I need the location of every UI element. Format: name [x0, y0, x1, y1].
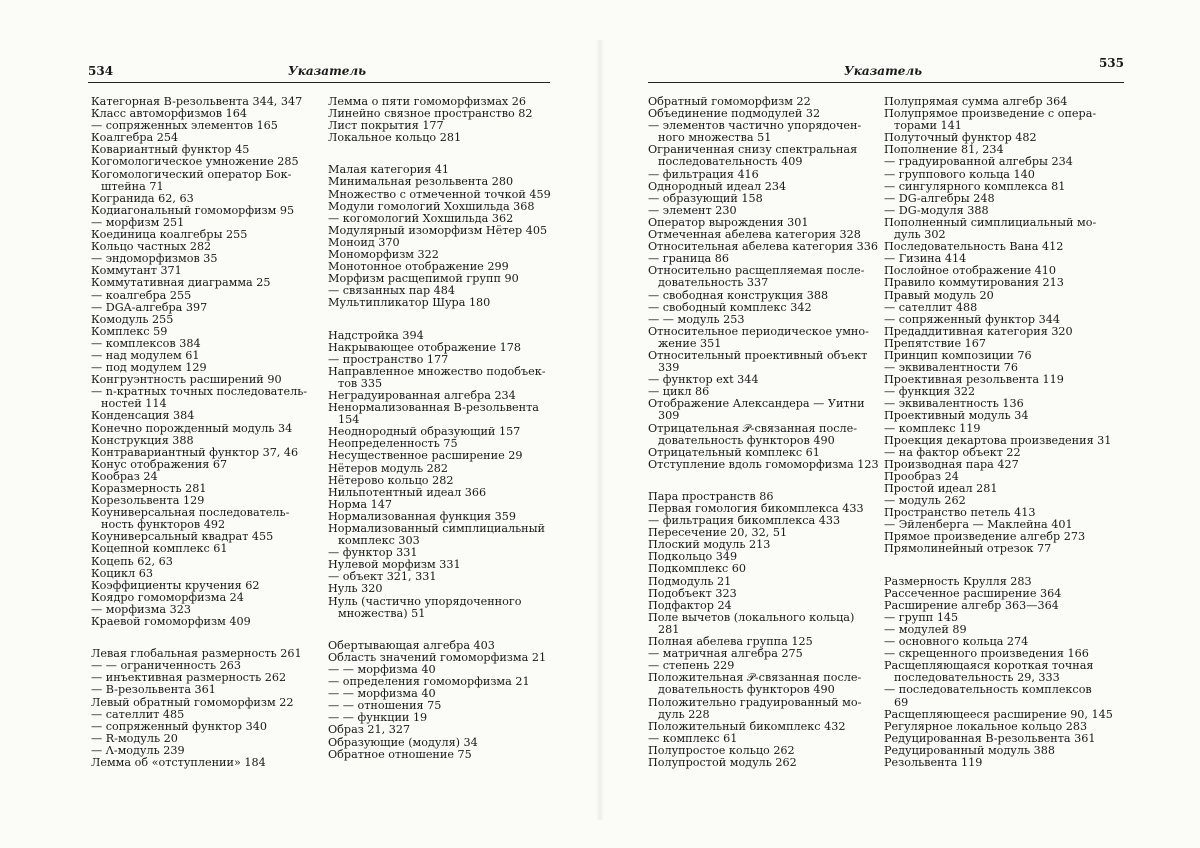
index-entry: Неградуированная алгебра 234: [328, 388, 516, 402]
index-entry: Проективная резольвента 119: [884, 373, 1064, 387]
index-entry: — фильтрация 416: [648, 167, 759, 181]
index-entry: — — морфизма 40: [328, 687, 436, 701]
index-entry: — морфизм 251: [91, 215, 185, 229]
index-entry: — объект 321, 331: [328, 570, 437, 584]
index-entry-continuation: дуль 302: [894, 228, 946, 242]
index-entry: Объединение подмодулей 32: [648, 107, 821, 121]
index-entry-continuation: довательность функторов 490: [658, 683, 835, 697]
index-entry: Простой идеал 281: [884, 482, 998, 495]
index-entry: Левый обратный гомоморфизм 22: [91, 695, 294, 709]
right-page: [600, 0, 1200, 848]
index-entry: Относительно расщепляемая после-: [648, 264, 865, 278]
index-entry: Правый модуль 20: [884, 288, 994, 302]
index-entry: Накрывающее отображение 178: [328, 340, 521, 354]
index-entry: Морфизм расщепимой групп 90: [328, 272, 519, 286]
index-entry-continuation: штейна 71: [101, 179, 164, 193]
index-entry: Полупростое кольцо 262: [648, 743, 795, 757]
index-entry: Поле вычетов (локального кольца): [648, 610, 855, 624]
index-entry-continuation: 154: [338, 413, 360, 427]
index-entry: Положительно градуированный мо-: [648, 695, 862, 709]
index-entry: — — модуль 253: [648, 312, 745, 326]
index-entry-continuation: 339: [658, 361, 680, 375]
index-entry: Область значений гомоморфизма 21: [328, 650, 547, 664]
index-entry: Пространство петель 413: [884, 506, 1036, 520]
index-entry: — сопряженных элементов 165: [91, 119, 278, 133]
index-entry: — скрещенного произведения 166: [884, 647, 1089, 661]
index-entry: — эквивалентности 76: [884, 361, 1018, 375]
index-entry: — определения гомоморфизма 21: [328, 675, 530, 689]
left-page-number: 534: [88, 64, 114, 78]
index-entry-continuation: последовательность 409: [658, 155, 803, 169]
index-entry: — модуль 262: [884, 494, 966, 508]
index-entry: Кообраз 24: [91, 469, 158, 483]
index-entry: — сателлит 488: [884, 300, 978, 314]
index-entry: Однородный идеал 234: [648, 179, 787, 193]
index-entry: Нётеров модуль 282: [328, 461, 448, 475]
index-entry: Расщепляющаяся короткая точная: [884, 659, 1094, 673]
index-entry: — — морфизма 40: [328, 662, 436, 676]
right-page-number: 535: [1098, 56, 1124, 70]
index-entry: Конструкция 388: [91, 433, 194, 447]
index-entry: Положительный бикомплекс 432: [648, 719, 846, 733]
index-entry: — Эйленберга — Маклейна 401: [884, 518, 1073, 532]
index-entry: Полуточный функтор 482: [884, 131, 1037, 145]
index-entry: Расщепляющееся расширение 90, 145: [884, 707, 1113, 721]
section-gap: [648, 471, 878, 491]
index-entry: Моноид 370: [328, 235, 400, 249]
index-entry: — фильтрация бикомплекса 433: [648, 514, 841, 528]
index-entry: Полупрямое произведение с опера-: [884, 107, 1097, 121]
index-entry: Множество с отмеченной точкой 459: [328, 187, 551, 201]
index-entry: Послойное отображение 410: [884, 264, 1057, 278]
index-entry: Образующие (модуля) 34: [328, 735, 478, 749]
index-entry: — свободная конструкция 388: [648, 288, 829, 302]
index-entry: — B-резольвента 361: [91, 683, 216, 697]
index-entry: — образующий 158: [648, 191, 763, 205]
index-entry: Отрицательный комплекс 61: [648, 445, 820, 459]
index-entry: Коммутативная диаграмма 25: [91, 276, 271, 290]
right-running-title: Указатель: [844, 64, 923, 78]
index-entry: Малая категория 41: [328, 163, 450, 177]
header-rule: [648, 82, 1124, 83]
index-entry-continuation: комплекс 303: [338, 534, 420, 548]
index-entry: Направленное множество подобъек-: [328, 364, 546, 378]
index-entry: Прообраз 24: [884, 469, 959, 483]
index-entry: Минимальная резольвента 280: [328, 175, 514, 189]
index-entry: — основного кольца 274: [884, 635, 1029, 649]
index-entry: Коединица коалгебры 255: [91, 228, 248, 242]
index-entry: Пересечение 20, 32, 51: [648, 526, 788, 540]
index-entry: — функция 322: [884, 385, 976, 399]
index-entry-continuation: 309: [658, 409, 680, 423]
index-entry: — комплексов 384: [91, 336, 201, 350]
index-entry-continuation: 69: [894, 695, 909, 709]
section-gap: [328, 310, 553, 330]
index-entry: — морфизма 323: [91, 602, 191, 616]
index-entry: Неоднородный образующий 157: [328, 425, 521, 439]
index-entry: Пополнение 81, 234: [884, 143, 1004, 157]
index-entry: Регулярное локальное кольцо 283: [884, 719, 1088, 733]
index-entry: Размерность Крулля 283: [884, 574, 1032, 588]
index-entry: — DG-модуля 388: [884, 203, 989, 217]
index-entry: — граница 86: [648, 252, 730, 266]
index-entry: Модули гомологий Хохшильда 368: [328, 199, 535, 213]
index-entry: Проекция декартова произведения 31: [884, 433, 1112, 447]
index-entry: Коцикл 63: [91, 566, 153, 580]
index-entry: Нормализованная функция 359: [328, 509, 516, 523]
index-entry: Нётерово кольцо 282: [328, 473, 454, 487]
index-entry: — сателлит 485: [91, 707, 185, 721]
right-page-header: [648, 56, 1124, 80]
index-entry: — групп 145: [884, 610, 959, 624]
index-entry: Прямое произведение алгебр 273: [884, 530, 1086, 544]
index-entry: — связанных пар 484: [328, 284, 456, 298]
index-entry: — эквивалентность 136: [884, 397, 1024, 411]
index-entry: Когомологический оператор Бок-: [91, 167, 292, 181]
index-entry: — коалгебра 255: [91, 288, 192, 302]
index-entry: Краевой гомоморфизм 409: [91, 615, 251, 629]
index-entry-continuation: ного множества 51: [658, 131, 772, 145]
index-entry: Последовательность Вана 412: [884, 240, 1064, 254]
left-running-title: Указатель: [288, 64, 367, 78]
index-entry: — n-кратных точных последователь-: [91, 385, 308, 399]
index-entry: — элементов частично упорядочен-: [648, 119, 862, 133]
index-column: [884, 96, 1116, 769]
index-entry: Коцепь 62, 63: [91, 554, 173, 568]
index-entry: Кодиагональный гомоморфизм 95: [91, 203, 295, 217]
index-entry: Отступление вдоль гомоморфизма 123: [648, 457, 879, 471]
index-entry: Модулярный изоморфизм Нётер 405: [328, 223, 548, 237]
index-entry: Категорная B-резольвента 344, 347: [91, 95, 303, 108]
index-entry: Принцип композиции 76: [884, 348, 1032, 362]
index-entry: Коцепной комплекс 61: [91, 542, 228, 556]
index-entry: — элемент 230: [648, 203, 737, 217]
index-entry: Конденсация 384: [91, 409, 195, 423]
index-entry: Конгруэнтность расширений 90: [91, 373, 282, 387]
index-entry: Редуцированный модуль 388: [884, 743, 1055, 757]
index-entry: Проективный модуль 34: [884, 409, 1029, 423]
index-entry: — — ограниченность 263: [91, 659, 241, 673]
index-column: [648, 96, 878, 769]
index-entry-continuation: 281: [658, 622, 680, 636]
index-entry-continuation: довательность 337: [658, 276, 769, 290]
index-entry: Нормализованный симплициальный: [328, 522, 546, 535]
index-entry: Образ 21, 327: [328, 723, 411, 737]
index-entry: — комплекс 119: [884, 421, 981, 435]
index-entry: Резольвента 119: [884, 755, 983, 769]
index-entry: Несущественное расширение 29: [328, 449, 523, 463]
index-entry: Норма 147: [328, 497, 392, 511]
index-entry: — инъективная размерность 262: [91, 671, 287, 685]
index-entry: — Λ-модуль 239: [91, 743, 185, 757]
index-entry: Коуниверсальный квадрат 455: [91, 530, 274, 544]
index-entry: Нулевой морфизм 331: [328, 558, 461, 572]
index-entry: — градуированной алгебры 234: [884, 155, 1073, 169]
index-entry: Монотонное отображение 299: [328, 260, 509, 274]
index-entry: Мультипликатор Шура 180: [328, 296, 491, 310]
index-entry: — группового кольца 140: [884, 167, 1035, 181]
index-entry: Конус отображения 67: [91, 457, 228, 471]
index-entry: Полная абелева группа 125: [648, 635, 813, 649]
index-entry: Коядро гомоморфизма 24: [91, 590, 244, 604]
index-entry: Неопределенность 75: [328, 437, 458, 451]
index-entry: — сопряженный функтор 340: [91, 719, 267, 733]
index-entry: Нуль (частично упорядоченного: [328, 594, 522, 608]
index-entry: — свободный комплекс 342: [648, 300, 812, 314]
index-entry: Кольцо частных 282: [91, 240, 212, 254]
index-entry: Лист покрытия 177: [328, 119, 444, 133]
section-gap: [328, 144, 553, 164]
index-entry: Локальное кольцо 281: [328, 131, 462, 145]
index-entry: — — функции 19: [328, 711, 428, 725]
index-entry: — на фактор объект 22: [884, 445, 1021, 459]
section-gap: [91, 628, 319, 648]
index-entry: Подкольцо 349: [648, 550, 738, 564]
index-entry: Обратный гомоморфизм 22: [648, 95, 811, 108]
index-entry-continuation: тов 335: [338, 376, 383, 390]
index-entry: Ограниченная снизу спектральная: [648, 143, 858, 157]
index-entry: Подфактор 24: [648, 598, 732, 612]
index-entry: Редуцированная B-резольвента 361: [884, 731, 1096, 745]
index-entry-continuation: ностей 114: [101, 397, 167, 411]
index-entry: Отмеченная абелева категория 328: [648, 228, 861, 242]
index-entry: — комплекс 61: [648, 731, 738, 745]
index-column: [328, 96, 553, 761]
index-entry: Производная пара 427: [884, 457, 1019, 471]
index-entry: Пара пространств 86: [648, 489, 774, 503]
header-rule: [88, 82, 550, 83]
index-entry: Класс автоморфизмов 164: [91, 107, 247, 121]
index-entry: — над модулем 61: [91, 348, 200, 362]
index-entry: Относительное периодическое умно-: [648, 324, 869, 338]
index-entry: — модулей 89: [884, 622, 967, 636]
index-entry: Предаддитивная категория 320: [884, 324, 1073, 338]
index-entry: — R-модуль 20: [91, 731, 178, 745]
index-entry: Нильпотентный идеал 366: [328, 485, 487, 499]
index-entry: Оператор вырождения 301: [648, 215, 809, 229]
index-entry: Отображение Александера — Уитни: [648, 397, 865, 411]
index-entry: Отрицательная 𝒫-связанная после-: [648, 421, 857, 435]
index-entry: Пополненный симплициальный мо-: [884, 215, 1097, 229]
section-gap: [328, 620, 553, 640]
index-entry: — — отношения 75: [328, 699, 442, 713]
index-entry: Когомологическое умножение 285: [91, 155, 299, 169]
index-entry: Мономорфизм 322: [328, 248, 439, 262]
index-entry-continuation: множества) 51: [338, 606, 426, 620]
index-entry: — степень 229: [648, 659, 735, 673]
index-entry: Правило коммутирования 213: [884, 276, 1064, 290]
index-entry: Обратное отношение 75: [328, 747, 472, 761]
index-entry: Коалгебра 254: [91, 131, 179, 145]
index-entry: Левая глобальная размерность 261: [91, 647, 302, 661]
index-entry: Подобъект 323: [648, 586, 737, 600]
index-entry: Лемма об «отступлении» 184: [91, 755, 266, 769]
index-entry: — DG-алгебры 248: [884, 191, 995, 205]
index-entry: Первая гомология бикомплекса 433: [648, 502, 864, 515]
index-entry: Надстройка 394: [328, 328, 424, 342]
index-entry: — эндоморфизмов 35: [91, 252, 218, 266]
index-entry: Полупростой модуль 262: [648, 755, 797, 769]
index-entry: Обертывающая алгебра 403: [328, 638, 495, 652]
index-column: [91, 96, 319, 769]
index-entry: Подмодуль 21: [648, 574, 732, 588]
index-entry: Линейно связное пространство 82: [328, 107, 533, 121]
index-entry: Положительная 𝒫-связанная после-: [648, 671, 862, 685]
index-entry: Конечно порожденный модуль 34: [91, 421, 293, 435]
index-entry: — под модулем 129: [91, 361, 207, 375]
left-page-header: [88, 62, 550, 80]
index-entry: Относительный проективный объект: [648, 348, 868, 362]
index-entry: Препятствие 167: [884, 336, 986, 350]
index-entry-continuation: торами 141: [894, 119, 962, 133]
index-entry: Контравариантный функтор 37, 46: [91, 445, 299, 459]
index-entry: — последовательность комплексов: [884, 683, 1092, 697]
index-entry-continuation: дуль 228: [658, 707, 710, 721]
index-entry: Прямолинейный отрезок 77: [884, 542, 1052, 556]
index-entry: — Гизина 414: [884, 252, 967, 266]
index-entry: — сопряженный функтор 344: [884, 312, 1060, 326]
index-entry: Коммутант 371: [91, 264, 182, 278]
index-entry: Ковариантный функтор 45: [91, 143, 250, 157]
index-entry: — DGA-алгебра 397: [91, 300, 208, 314]
index-entry: Когранида 62, 63: [91, 191, 194, 205]
index-entry: Нуль 320: [328, 582, 383, 596]
index-entry: — когомологий Хохшильда 362: [328, 211, 514, 225]
index-entry: Расширение алгебр 363—364: [884, 598, 1059, 612]
index-entry: Ненормализованная B-резольвента: [328, 401, 539, 415]
index-entry: Полупрямая сумма алгебр 364: [884, 95, 1068, 108]
index-entry: Относительная абелева категория 336: [648, 240, 878, 254]
index-entry-continuation: ность функторов 492: [101, 518, 226, 532]
index-entry-continuation: довательность функторов 490: [658, 433, 835, 447]
index-entry: Комплекс 59: [91, 324, 168, 338]
index-entry: Коразмерность 281: [91, 482, 207, 495]
section-gap: [884, 556, 1116, 576]
index-entry: Плоский модуль 213: [648, 538, 771, 552]
index-entry: — матричная алгебра 275: [648, 647, 803, 661]
index-entry: Рассеченное расширение 364: [884, 586, 1062, 600]
index-entry: — сингулярного комплекса 81: [884, 179, 1066, 193]
index-entry: Коэффициенты кручения 62: [91, 578, 260, 592]
index-entry: — функтор ext 344: [648, 373, 759, 387]
index-entry: Подкомплекс 60: [648, 562, 747, 576]
index-entry: — пространство 177: [328, 352, 449, 366]
index-entry: Лемма о пяти гомоморфизмах 26: [328, 95, 527, 108]
index-entry: — цикл 86: [648, 385, 710, 399]
index-entry: Корезольвента 129: [91, 494, 205, 508]
index-entry-continuation: жение 351: [658, 336, 722, 350]
index-entry: Комодуль 255: [91, 312, 174, 326]
index-entry: Коуниверсальная последователь-: [91, 506, 290, 520]
index-entry-continuation: последовательность 29, 333: [894, 671, 1060, 685]
index-entry: — функтор 331: [328, 546, 418, 560]
